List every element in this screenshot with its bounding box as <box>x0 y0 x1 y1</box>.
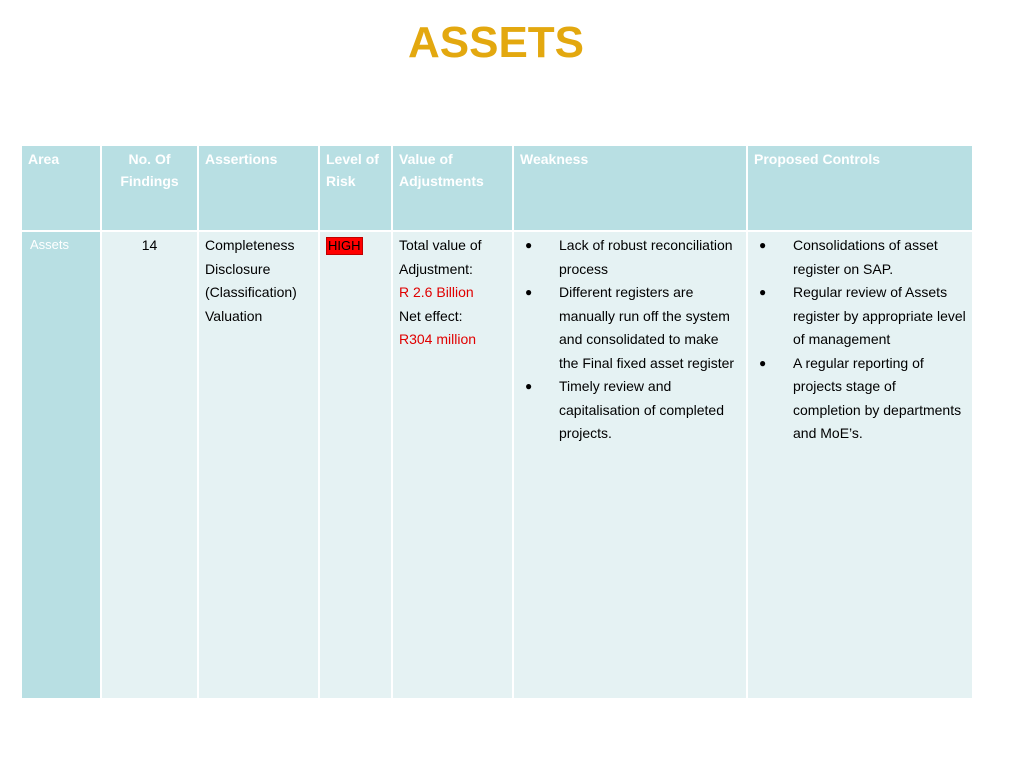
header-area: Area <box>21 145 101 231</box>
bullet-icon: ● <box>525 285 533 299</box>
net-effect-value: R304 million <box>399 331 477 347</box>
cell-adjustments <box>392 231 513 699</box>
list-item: ● Different registers are manually run off the system and consolidated to make the Final fixed asset register <box>520 281 740 375</box>
net-effect-label: Net effect: <box>399 307 463 324</box>
assets-findings-table <box>20 144 974 700</box>
header-weakness: Weakness <box>513 145 747 231</box>
total-adjustment-value: R 2.6 Billion <box>399 284 474 300</box>
cell-weakness <box>513 231 747 699</box>
bullet-icon: ● <box>525 238 533 252</box>
assertion-item: (Classification) <box>205 284 297 300</box>
cell-risk-level <box>319 231 392 699</box>
list-item: ● A regular reporting of projects stage of completion by departments and MoE’s. <box>754 352 966 446</box>
table-header-row <box>21 145 973 231</box>
bullet-icon: ● <box>759 355 767 370</box>
page-title: ASSETS <box>407 18 585 67</box>
assertion-item: Completeness <box>205 237 295 253</box>
weakness-list <box>520 234 740 446</box>
header-assertions: Assertions <box>198 145 319 231</box>
controls-list <box>754 234 966 446</box>
bullet-icon: ● <box>759 238 767 252</box>
bullet-icon: ● <box>759 285 767 299</box>
cell-assertions <box>198 231 319 699</box>
header-controls: Proposed Controls <box>747 145 973 231</box>
list-item: ● Lack of robust reconciliation process <box>520 234 740 281</box>
list-item: ● Timely review and capitalisation of completed projects. <box>520 375 740 446</box>
assertion-item: Disclosure <box>205 260 271 277</box>
header-findings: No. Of Findings <box>101 145 198 231</box>
risk-badge: HIGH <box>328 238 361 253</box>
cell-findings-count: 14 <box>101 231 198 699</box>
header-adjustments: Value of Adjustments <box>392 145 513 231</box>
total-adjustment-label: Total value of Adjustment: <box>399 237 482 277</box>
assertion-item: Valuation <box>205 307 263 324</box>
bullet-icon: ● <box>525 379 533 393</box>
list-item: ● Regular review of Assets register by appropriate level of management <box>754 281 966 352</box>
cell-proposed-controls <box>747 231 973 699</box>
header-risk: Level of Risk <box>319 145 392 231</box>
cell-area: Assets <box>21 231 101 699</box>
list-item: ● Consolidations of asset register on SAP. <box>754 234 966 281</box>
table-row <box>21 231 973 699</box>
